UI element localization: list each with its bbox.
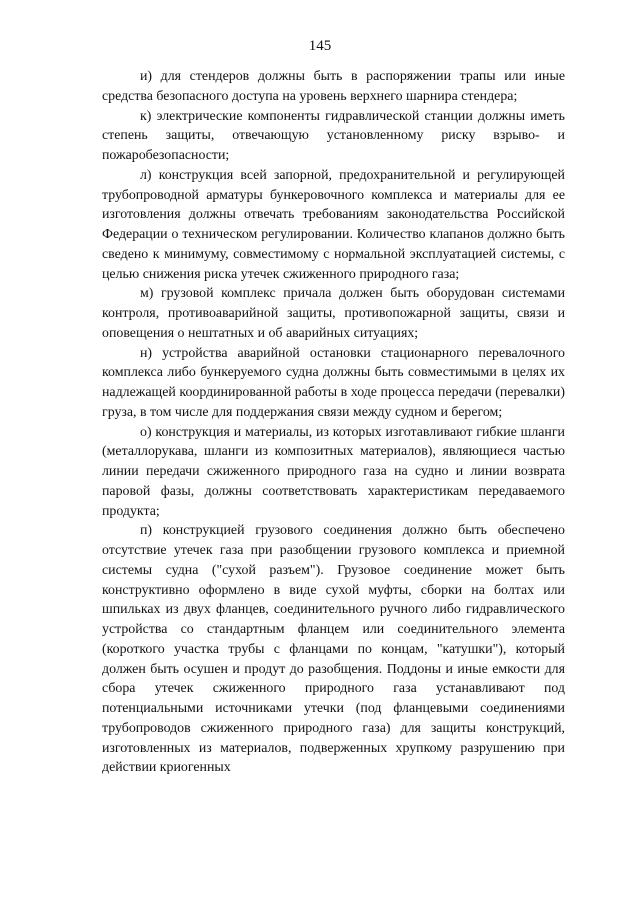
paragraph-n: н) устройства аварийной остановки стационарного перевалочного комплекса либо бункеруемого судна должны быть совместимыми в целях их надлежащей координированной работы в ходе процесса передачи (перевалки) груза, в том числе для поддержания связи между судном и берегом; (102, 345, 565, 420)
paragraph-m: м) грузовой комплекс причала должен быть оборудован системами контроля, противоаварийной защиты, противопожарной защиты, связи и оповещения о нештатных и об аварийных ситуациях; (102, 286, 565, 341)
paragraph-i: и) для стендеров должны быть в распоряжении трапы или иные средства безопасного доступа на уровень верхнего шарнира стендера; (102, 69, 565, 104)
paragraph-k: к) электрические компоненты гидравлической станции должны иметь степень защиты, отвечающую установленному риску взрыво- и пожаробезопасности; (102, 108, 565, 163)
page-number: 145 (308, 38, 332, 54)
paragraph-l: л) конструкция всей запорной, предохранительной и регулирующей трубопроводной арматуры бункеровочного комплекса и материалы для ее изготовления должны отвечать требованиям законодательства Российской Федерации о техническом регулировании. Количество клапанов должно быть сведено к минимуму, совместимому с нормальной эксплуатацией системы, с целью снижения риска утечек сжиженного природного газа; (102, 167, 565, 282)
paragraph-o: о) конструкция и материалы, из которых изготавливают гибкие шланги (металлорукава, шланги из композитных материалов), являющиеся частью линии передачи сжиженного природного газа на судно и линии возврата паровой фазы, должны соответствовать характеристикам передаваемого продукта; (102, 424, 565, 519)
document-body (102, 67, 565, 778)
paragraph-p: п) конструкцией грузового соединения должно быть обеспечено отсутствие утечек газа при разобщении грузового комплекса и приемной системы судна ("сухой разъем"). Грузовое соединение может быть конструктивно оформлено в виде сухой муфты, сборки на болтах или шпильках из двух фланцев, соединительного ручного либо гидравлического устройства со стандартным фланцем или соединительного элемента (короткого участка трубы с фланцами по концам, "катушки"), который должен быть осушен и продут до разобщения. Поддоны и иные емкости для сбора утечек сжиженного природного газа устанавливают под потенциальными источниками утечки (под фланцевыми соединениями трубопроводов сжиженного природного газа) для защиты конструкций, изготовленных из материалов, подверженных хрупкому разрушению при действии криогенных (102, 523, 565, 776)
